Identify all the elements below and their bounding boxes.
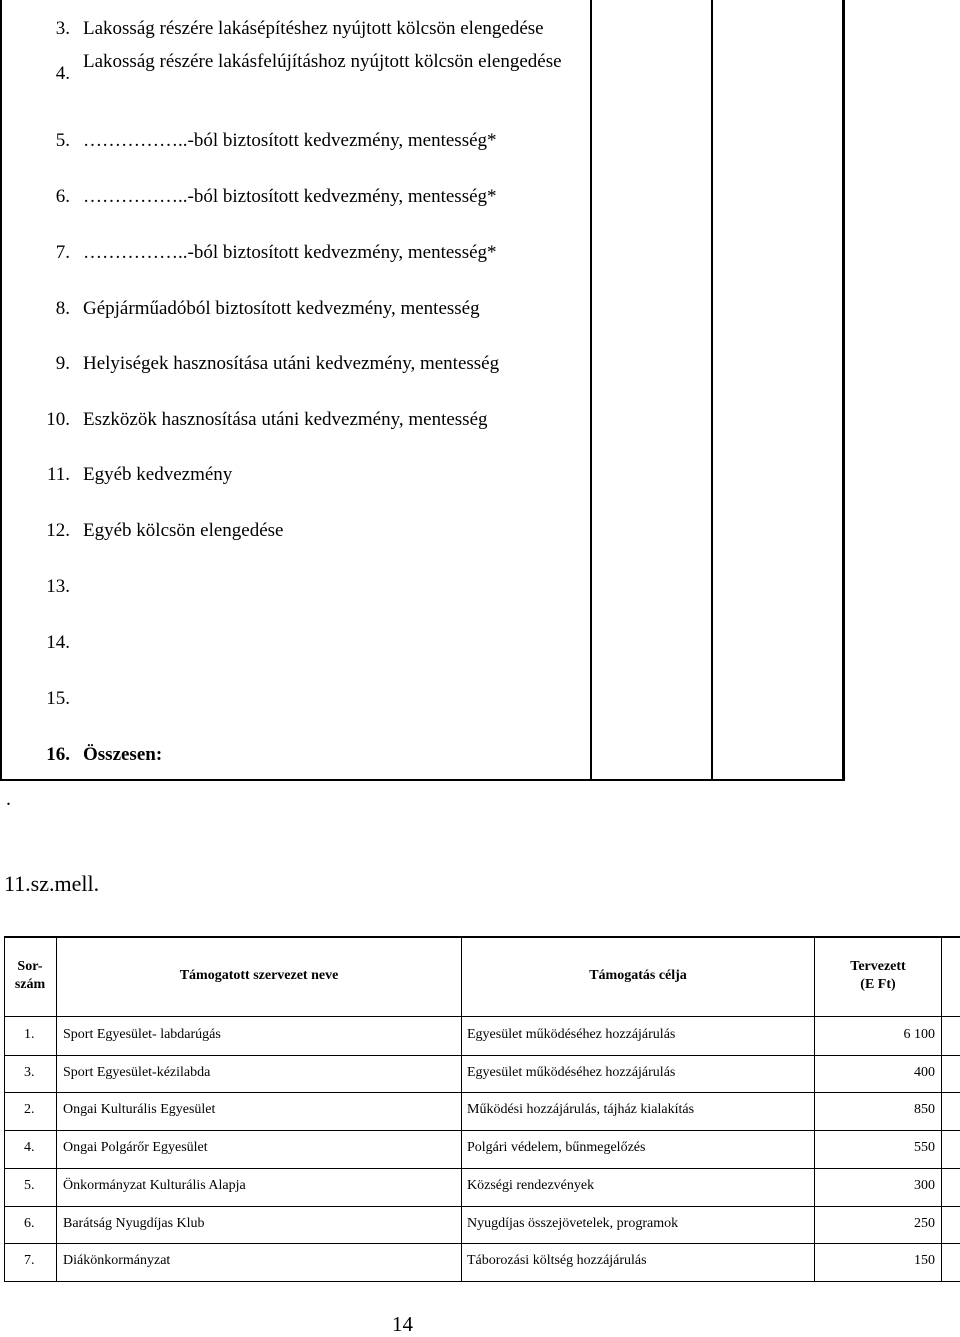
upper-table-col-divider-2 (711, 0, 713, 781)
support-goal: Táborozási költség hozzájárulás (467, 1253, 647, 1269)
org-name: Ongai Polgárőr Egyesület (63, 1140, 208, 1156)
row-divider (4, 1281, 960, 1282)
support-goal: Egyesület működéséhez hozzájárulás (467, 1027, 676, 1042)
table-row (4, 1130, 941, 1167)
org-name: Sport Egyesület-kézilabda (63, 1064, 211, 1080)
row-text: ……………..-ból biztosított kedvezmény, mentesség* (83, 130, 497, 151)
support-table (4, 936, 960, 1281)
table-row (4, 1243, 941, 1280)
row-number: 12. (46, 520, 70, 541)
org-name: Ongai Kulturális Egyesület (63, 1102, 216, 1118)
page-number: 14 (392, 1312, 413, 1336)
row-sorszam: 1. (24, 1027, 35, 1042)
planned-amount: 550 (914, 1140, 935, 1156)
row-text: Összesen: (83, 744, 163, 765)
row-number: 8. (55, 298, 70, 319)
row-number: 11. (46, 464, 70, 485)
row-number: 4. (55, 63, 70, 84)
row-number: 5. (55, 130, 70, 151)
row-number: 6. (55, 186, 70, 207)
stray-dot: . (6, 788, 11, 810)
header-name: Támogatott szervezet neve (179, 968, 339, 983)
org-name: Sport Egyesület- labdarúgás (63, 1027, 221, 1042)
table-row (4, 1206, 941, 1243)
org-name: Önkormányzat Kulturális Alapja (63, 1177, 246, 1193)
header-goal: Támogatás célja (589, 968, 687, 983)
row-number: 9. (55, 353, 70, 374)
row-sorszam: 4. (24, 1140, 35, 1156)
planned-amount: 400 (914, 1064, 935, 1080)
table-row (4, 1168, 941, 1205)
row-sorszam: 6. (24, 1215, 35, 1231)
row-number: 15. (46, 688, 70, 709)
header-sorszam: Sor- szám (14, 959, 46, 992)
row-number: 16. (46, 744, 70, 765)
support-goal: Polgári védelem, bűnmegelőzés (467, 1140, 646, 1156)
row-text: Gépjárműadóból biztosított kedvezmény, mentesség (83, 298, 480, 319)
org-name: Diákönkormányzat (63, 1253, 171, 1269)
upper-table-bottom-border (0, 779, 845, 781)
row-text: Eszközök hasznosítása utáni kedvezmény, mentesség (83, 409, 488, 430)
planned-amount: 850 (914, 1102, 935, 1118)
support-goal: Egyesület működéséhez hozzájárulás (467, 1064, 676, 1080)
support-table-col-divider-4 (941, 936, 942, 1281)
row-text: Egyéb kedvezmény (83, 464, 233, 485)
support-table-top-border (4, 936, 960, 938)
section-label: 11.sz.mell. (4, 871, 100, 896)
upper-table-right-border (842, 0, 845, 781)
row-text: Lakosság részére lakásépítéshez nyújtott kölcsön elengedése (83, 18, 544, 39)
upper-table-col-divider-1 (590, 0, 592, 781)
row-number: 10. (46, 409, 70, 430)
row-number: 7. (55, 242, 70, 263)
org-name: Barátság Nyugdíjas Klub (63, 1215, 205, 1231)
row-text: Helyiségek hasznosítása utáni kedvezmény, mentesség (83, 353, 500, 374)
support-goal: Nyugdíjas összejövetelek, programok (467, 1215, 679, 1231)
planned-amount: 300 (914, 1177, 935, 1193)
row-number: 13. (46, 576, 70, 597)
planned-amount: 150 (914, 1253, 935, 1269)
row-text: Lakosság részére lakásfelújításhoz nyújtott kölcsön elengedése (83, 51, 562, 72)
planned-amount: 6 100 (903, 1027, 935, 1042)
support-goal: Községi rendezvények (467, 1177, 595, 1193)
row-number: 14. (46, 632, 70, 653)
row-sorszam: 2. (24, 1102, 35, 1118)
row-text: ……………..-ból biztosított kedvezmény, mentesség* (83, 186, 497, 207)
table-row (4, 1092, 941, 1129)
row-number: 3. (55, 18, 70, 39)
row-sorszam: 7. (24, 1253, 35, 1269)
upper-table-left-border (0, 0, 2, 781)
table-row (4, 1017, 941, 1054)
row-sorszam: 3. (24, 1064, 35, 1080)
header-amount: Tervezett (E Ft) (850, 959, 906, 992)
row-text: ……………..-ból biztosított kedvezmény, mentesség* (83, 242, 497, 263)
support-goal: Működési hozzájárulás, tájház kialakítás (467, 1102, 695, 1118)
planned-amount: 250 (914, 1215, 935, 1231)
table-row (4, 1055, 941, 1092)
row-text: Egyéb kölcsön elengedése (83, 520, 284, 541)
row-sorszam: 5. (24, 1177, 35, 1193)
